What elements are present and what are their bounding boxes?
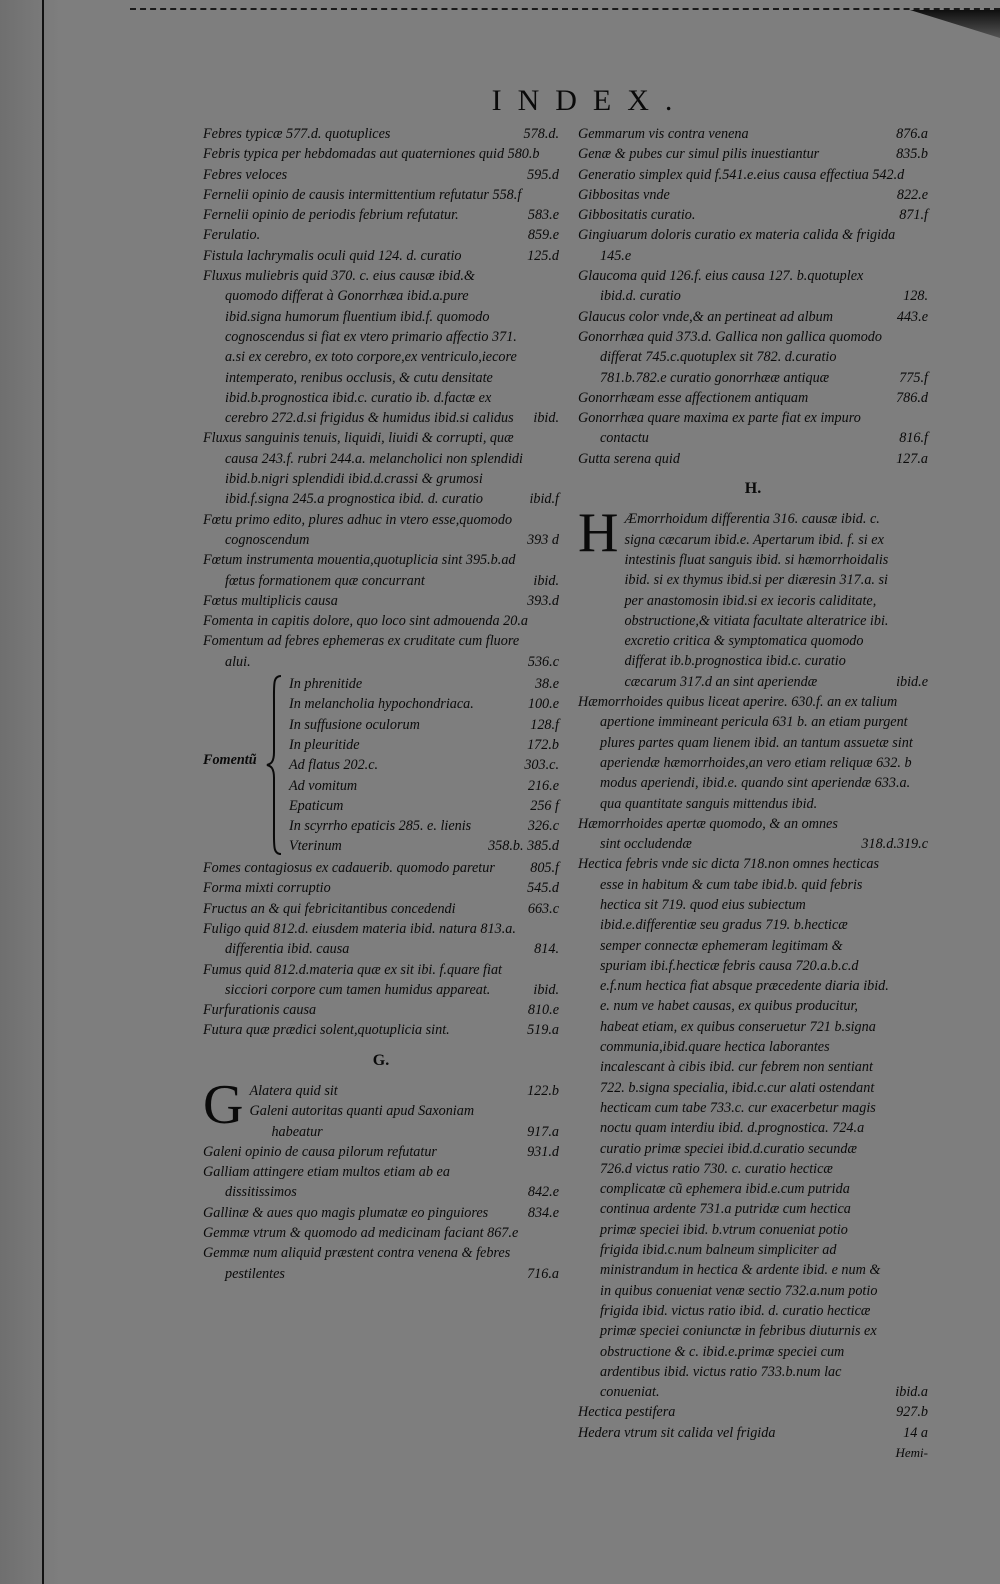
- entry-text: Gemmarum vis contra venena: [578, 126, 749, 142]
- index-entry: [578, 1402, 928, 1422]
- index-entry: [578, 165, 928, 185]
- entry-page: 125.d: [527, 247, 559, 264]
- index-entry: [289, 796, 559, 816]
- index-entry: [578, 225, 928, 266]
- entry-page: ibid.: [533, 572, 559, 589]
- entry-page: 931.d: [527, 1143, 559, 1160]
- entry-text: Hæmorrhoides quibus liceat aperire. 630.f. an ex talium apertione immineant pericula 631 b. an etiam purgent plures partes quam lienem ibid. an tantum assuetæ sint aperiendæ hæmorrhoides,an vero etiam reliquæ 632. b modus aperiendi, ibid.e. quando sint aperiendæ 633.a. qua quantitate sanguis mittendus ibid.: [578, 694, 913, 812]
- entry-page: 583.e: [527, 207, 559, 224]
- page-gutter: [0, 0, 60, 1584]
- binding-edge: [42, 0, 44, 1584]
- index-entry: [203, 550, 559, 591]
- entry-page: 859.e: [527, 227, 559, 244]
- entry-page: 545.d: [527, 880, 559, 897]
- entry-text: Gallinæ & aues quo magis plumatæ eo pinguiores: [203, 1204, 489, 1221]
- entry-text: Gonorrhæa quare maxima ex parte fiat ex impuro contactu: [578, 410, 861, 447]
- entry-text: Glaucoma quid 126.f. eius causa 127. b.quotuplex ibid.d. curatio: [578, 268, 864, 305]
- entry-text: Generatio simplex quid f.541.e.eius causa effectiua 542.d: [578, 166, 905, 183]
- index-entry: [578, 205, 928, 225]
- entry-text: Galeni autoritas quanti apud Saxoniam habeatur: [249, 1103, 475, 1140]
- index-entry: [203, 510, 559, 551]
- entry-page: 775.f: [899, 369, 928, 386]
- entry-page: 38.e: [534, 676, 559, 693]
- index-entry: [203, 1142, 559, 1162]
- index-entry: [203, 165, 559, 185]
- entry-text: In suffusione oculorum: [289, 716, 420, 733]
- entry-text: Hectica febris vnde sic dicta 718.non omnes hecticas esse in habitum & cum tabe ibid.b. quid febris hectica sit 719. quod eius subiectum ibid.e.differentiæ seu gradus 719. b.hecticæ semper connectæ ephemeram legitimam & spuriam ibi.f.hecticæ febris causa 720.a.b.c.d e.f.num hectica fiat absque præcedente diaria ibid. e. num ve habet causas, ex quibus producitur, habeat etiam, ex quibus conseruetur 721 b.signa communia,ibid.quare hectica laborantes incalescant à cibis ibid. cur febrem non sentiant 722. b.signa specialia, ibid.c.cur alati ostendant hecticam cum tabe 733.c. cur exacerbetur magis noctu quam interdiu ibid. d.prognostica. 724.a curatio primæ speciei ibid.d.curatio secundæ 726.d victus ratio 730. c. curatio hecticæ complicatæ cũ ephemera ibid.e.cum putrida continua ardente 731.a putridæ cum hectica primæ speciei ibid. b.vtrum conueniat potio frigida ibid.c.num balneum simpliciter ad ministrandum in hectica & ardente ibid. e num & in quibus conueniat venæ sectio 732.a.num potio frigida ibid. victus ratio ibid. d. curatio hecticæ primæ speciei coniunctæ in febribus diuturnis ex obstructione & c. ibid.e.primæ speciei cum ardentibus ibid. victus ratio 733.b.num lac conueniat.: [578, 856, 889, 1401]
- entry-page: ibid.: [533, 410, 559, 427]
- index-entries-f-part2: [203, 858, 559, 1041]
- index-entry: [289, 755, 559, 775]
- index-entry: [203, 1243, 559, 1284]
- entry-text: Galeni opinio de causa pilorum refutatur: [203, 1143, 437, 1160]
- entry-text: Hedera vtrum sit calida vel frigida: [578, 1424, 776, 1441]
- entry-text: Gemmæ vtrum & quomodo ad medicinam faciant 867.e: [203, 1225, 519, 1242]
- section-heading-h: H.: [744, 480, 762, 498]
- entry-text: Hectica pestifera: [578, 1404, 676, 1421]
- index-entry: [578, 307, 928, 327]
- index-entries-g: [203, 1142, 559, 1284]
- index-entry: [203, 428, 559, 509]
- index-entry: [578, 408, 928, 449]
- entry-text: Glaucus color vnde,& an pertineat ad album: [578, 308, 833, 325]
- entry-text: Fomes contagiosus ex cadauerib. quomodo paretur: [203, 860, 495, 877]
- index-entry: [578, 692, 928, 814]
- entry-text: Epaticum: [289, 797, 344, 814]
- entry-page: 917.a: [527, 1123, 559, 1140]
- entry-page: 810.e: [527, 1002, 559, 1019]
- entry-text: Ferulatio.: [203, 227, 261, 244]
- fomentum-items: [289, 674, 559, 857]
- entry-page: 128.f: [530, 716, 559, 733]
- index-entry: [578, 814, 928, 855]
- entry-text: Furfurationis causa: [203, 1002, 317, 1019]
- index-entry: [289, 715, 559, 735]
- entry-page: 172.b: [527, 736, 559, 753]
- entry-text: In melancholia hypochondriaca.: [289, 696, 474, 713]
- entry-text: In pleuritide: [289, 736, 360, 753]
- entry-page: 663.c: [527, 900, 559, 917]
- index-entry: [289, 735, 559, 755]
- entry-page: 256 f: [530, 797, 559, 814]
- fomentum-group: [203, 674, 559, 856]
- index-entry: [578, 1423, 928, 1443]
- entry-page: 871.f: [899, 207, 928, 224]
- index-entry: [289, 836, 559, 856]
- entry-page: 842.e: [527, 1184, 559, 1201]
- index-entry: [289, 674, 559, 694]
- entry-text: Gemmæ num aliquid præstent contra venena & febres pestilentes: [203, 1245, 511, 1282]
- entry-text: In phrenitide: [289, 676, 363, 693]
- entry-text: Gonorrhæa quid 373.d. Gallica non gallica quomodo differat 745.c.quotuplex sit 782. d.curatio 781.b.782.e curatio gonorrhææ antiquæ: [578, 328, 882, 386]
- entry-text: Gingiuarum doloris curatio ex materia calida & frigida 145.e: [578, 227, 896, 264]
- index-entry: [203, 899, 559, 919]
- entry-page: ibid.f: [529, 491, 559, 508]
- entry-page: 814.: [534, 941, 559, 958]
- entry-page: 393 d: [527, 531, 559, 548]
- index-entry: [249, 1081, 559, 1101]
- left-column: [203, 124, 559, 1284]
- entry-text: Fluxus muliebris quid 370. c. eius causæ ibid.& quomodo differat à Gonorrhæa ibid.a.pure ibid.signa humorum fluentium ibid.f. quomodo cognoscendus si fiat ex vtero primario affectio 371. a.si ex cerebro, ex toto corpore,ex ventriculo,iecore intemperato, renibus occlusis, & cutu densitate ibid.b.prognostica ibid.c. curatio ib. d.factæ ex cerebro 272.d.si frigidus & humidus ibid.si calidus: [203, 268, 517, 427]
- index-entry: [203, 960, 559, 1001]
- entry-text: Hæmorrhoides apertæ quomodo, & an omnes sint occludendæ: [578, 815, 838, 853]
- entry-page: 358.b. 385.d: [488, 838, 559, 855]
- index-entry: [203, 611, 559, 631]
- entry-page: 876.a: [896, 126, 928, 142]
- index-entry: [624, 509, 928, 692]
- section-heading-g: G.: [372, 1051, 390, 1069]
- entry-page: 303.c.: [524, 757, 559, 774]
- entry-page: 326.c: [527, 818, 559, 835]
- entry-text: Fœtu primo edito, plures adhuc in vtero esse,quomodo cognoscendum: [203, 511, 513, 548]
- entry-text: Ad flatus 202.c.: [289, 757, 379, 774]
- index-entry: [203, 144, 559, 164]
- entry-text: Fernelii opinio de periodis febrium refutatur.: [203, 207, 459, 224]
- entry-text: Fœtus multiplicis causa: [203, 592, 338, 609]
- index-entry: [578, 449, 928, 469]
- entry-text: Fuligo quid 812.d. eiusdem materia ibid. natura 813.a. differentia ibid. causa: [203, 920, 516, 958]
- entry-page: 834.e: [527, 1204, 559, 1221]
- index-entry: [289, 694, 559, 714]
- entry-page: 128.: [903, 288, 928, 305]
- entry-text: Genæ & pubes cur simul pilis inuestiantur: [578, 146, 820, 163]
- entry-page: 216.e: [527, 777, 559, 794]
- entry-page: 786.d: [896, 389, 928, 406]
- entry-text: Vterinum: [289, 838, 342, 855]
- index-entry: [578, 144, 928, 164]
- entry-page: 127.a: [896, 450, 928, 467]
- entry-page: 716.a: [527, 1265, 559, 1282]
- entry-text: Fistula lachrymalis oculi quid 124. d. curatio: [203, 247, 462, 264]
- index-entry: [203, 185, 559, 205]
- index-entry: [203, 858, 559, 878]
- fomentum-label: Fomentũ: [203, 752, 257, 769]
- index-entries-h: [578, 692, 928, 1443]
- entry-text: Fructus an & qui febricitantibus concedendi: [203, 900, 456, 917]
- entry-page: 318.d.319.c: [861, 836, 928, 853]
- index-entries-g-continued: [578, 124, 928, 469]
- entry-text: Fumus quid 812.d.materia quæ ex sit ibi. f.quare fiat sicciori corpore cum tamen humidus appareat.: [203, 961, 502, 998]
- entry-text: Futura quæ prædici solent,quotuplicia sint.: [203, 1022, 450, 1039]
- entry-page: 835.b: [896, 146, 928, 163]
- index-entry: [203, 225, 559, 245]
- index-entry: [578, 185, 928, 205]
- entry-text: Galliam attingere etiam multos etiam ab ea dissitissimos: [203, 1164, 450, 1201]
- entry-page: 578.d.: [523, 126, 559, 142]
- entry-page: ibid.: [533, 981, 559, 998]
- index-entry: [203, 1000, 559, 1020]
- index-entry: [203, 631, 559, 672]
- index-entry: [203, 919, 559, 960]
- index-entry: [578, 327, 928, 388]
- entry-text: Gonorrhæam esse affectionem antiquam: [578, 389, 809, 406]
- index-entry: [203, 246, 559, 266]
- entry-text: Gutta serena quid: [578, 450, 680, 467]
- index-entry: [203, 878, 559, 898]
- index-entries-f-part1: [203, 124, 559, 672]
- index-entry: [203, 205, 559, 225]
- entry-text: Febris typica per hebdomadas aut quaterniones quid 580.b: [203, 146, 540, 163]
- entry-page: 805.f: [530, 860, 559, 877]
- entry-text: Fluxus sanguinis tenuis, liquidi, liuidi & corrupti, quæ causa 243.f. rubri 244.a. melancholici non splendidi ibid.b.nigri splendidi ibid.d.crassi & grumosi ibid.f.signa 245.a prognostica ibid. d. curatio: [203, 430, 523, 508]
- entry-text: Febres typicæ 577.d. quotuplices: [203, 126, 391, 142]
- entry-page: 519.a: [527, 1022, 559, 1039]
- entry-page: 816.f: [899, 430, 928, 447]
- entry-text: In scyrrho epaticis 285. e. lienis: [289, 818, 472, 835]
- drop-cap-h: H: [578, 509, 619, 565]
- index-entry: [203, 1203, 559, 1223]
- drop-cap-g: G: [203, 1080, 244, 1136]
- h-first-entry: [578, 509, 928, 692]
- index-entry: [203, 1162, 559, 1203]
- index-entry: [289, 816, 559, 836]
- entry-page: 927.b: [896, 1404, 928, 1421]
- entry-text: Forma mixti corruptio: [203, 880, 331, 897]
- entry-page: 393.d: [527, 592, 559, 609]
- page-top-edge: [130, 8, 1000, 28]
- entry-text: Fernelii opinio de causis intermittentium refutatur 558.f: [203, 186, 522, 203]
- index-entry: [203, 1020, 559, 1040]
- entry-text: Fœtum instrumenta mouentia,quotuplicia sint 395.b.ad fœtus formationem quæ concurrant: [203, 552, 516, 589]
- entry-text: Æmorrhoidum differentia 316. causæ ibid. c. signa cæcarum ibid.e. Apertarum ibid. f. si ex intestinis fluat sanguis ibid. si hæmorrhoidalis ibid. si ex thymus ibid.si per diæresin 317.a. si per anastomosin ibid.si ex iecoris caliditate, obstructione,& vitiata facultate alteratrice ibi. excretio critica & symptomatica quomodo differat ib.b.prognostica ibid.c. curatio cæcarum 317.d an sint aperiendæ: [624, 511, 889, 690]
- index-entry: [578, 854, 928, 1402]
- entry-text: Febres veloces: [203, 166, 288, 183]
- entry-text: Gibbositas vnde: [578, 186, 670, 203]
- index-entry: [578, 266, 928, 307]
- index-entry: [203, 124, 559, 144]
- index-entry: [578, 124, 928, 144]
- curly-brace-icon: [265, 674, 283, 856]
- entry-page: 14 a: [903, 1424, 928, 1441]
- entry-page: 822.e: [896, 186, 928, 203]
- index-entry: [289, 776, 559, 796]
- page-title: INDEX.: [491, 84, 689, 117]
- catchword: Hemi-: [895, 1445, 928, 1460]
- entry-text: Alatera quid sit: [249, 1082, 338, 1099]
- entry-page: 443.e: [896, 308, 928, 325]
- index-entry: [578, 388, 928, 408]
- entry-text: Fomentum ad febres ephemeras ex cruditate cum fluore alui.: [203, 633, 520, 670]
- entry-page: 595.d: [527, 166, 559, 183]
- index-entry: [203, 1223, 559, 1243]
- entry-page: ibid.a: [895, 1384, 928, 1401]
- entry-page: 536.c: [527, 653, 559, 670]
- right-column: [578, 124, 928, 1463]
- entry-text: Ad vomitum: [289, 777, 358, 794]
- index-entry: [203, 591, 559, 611]
- index-entry: [249, 1101, 559, 1142]
- entry-text: Fomenta in capitis dolore, quo loco sint admouenda 20.a: [203, 613, 528, 630]
- index-entry: [203, 266, 559, 428]
- entry-page: 100.e: [527, 696, 559, 713]
- entry-text: Gibbositatis curatio.: [578, 207, 696, 224]
- g-first-entries: [203, 1081, 559, 1142]
- entry-page: ibid.e: [896, 673, 928, 690]
- entry-page: 122.b: [527, 1082, 559, 1099]
